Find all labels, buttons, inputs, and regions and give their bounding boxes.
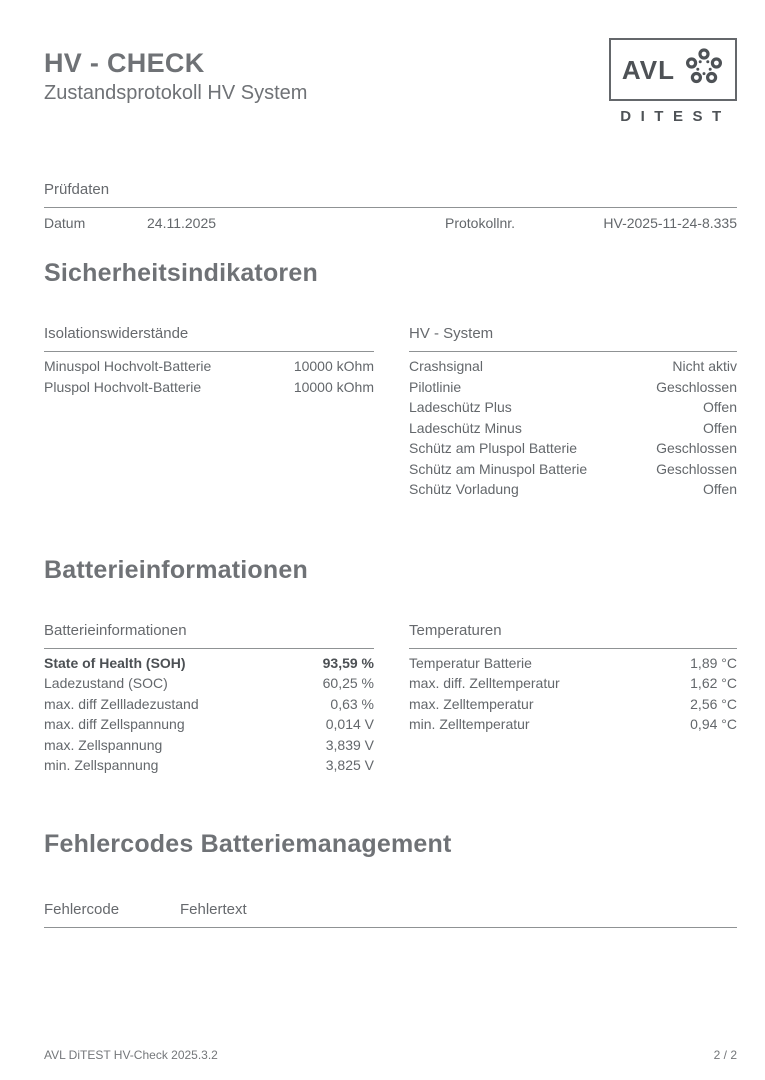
datum-value: 24.11.2025 xyxy=(147,215,217,231)
hv-system-rows xyxy=(409,352,737,500)
row-value: 1,89 °C xyxy=(690,654,737,671)
table-row xyxy=(409,418,737,439)
datum-label: Datum xyxy=(44,215,86,231)
title-block xyxy=(44,44,307,105)
section-heading-sicherheitsindikatoren: Sicherheitsindikatoren xyxy=(44,259,318,287)
row-label: Pilotlinie xyxy=(409,378,462,395)
table-row xyxy=(44,735,374,756)
protokollnr-label: Protokollnr. xyxy=(445,215,516,231)
section-heading-fehlercodes: Fehlercodes Batteriemanagement xyxy=(44,829,452,858)
row-value: 10000 kOhm xyxy=(293,378,374,395)
protokollnr-value: HV-2025-11-24-8.335 xyxy=(603,215,737,231)
page-footer xyxy=(44,1048,737,1062)
footer-page-number: 2 / 2 xyxy=(713,1048,737,1062)
row-value: 1,62 °C xyxy=(690,675,737,691)
table-row xyxy=(409,653,737,674)
table-row xyxy=(409,694,737,715)
logo-box xyxy=(609,38,737,101)
row-value: 0,63 % xyxy=(330,695,374,712)
row-label: Ladeschütz Plus xyxy=(409,399,512,415)
table-row xyxy=(409,397,737,418)
batterieinformationen-label: Batterieinformationen xyxy=(44,622,374,649)
row-value: Offen xyxy=(703,481,737,497)
avl-ditest-logo xyxy=(609,38,737,125)
row-value: Offen xyxy=(703,419,737,436)
row-value: 3,839 V xyxy=(325,736,374,753)
row-label: Pluspol Hochvolt-Batterie xyxy=(44,378,202,395)
pinwheel-screws-icon xyxy=(684,47,724,92)
isolationswiderstaende-table xyxy=(44,325,374,397)
column-header-fehlercode: Fehlercode xyxy=(44,900,120,918)
hv-system-label: HV - System xyxy=(409,325,737,352)
row-label: Ladeschütz Minus xyxy=(409,419,522,436)
row-value: 0,014 V xyxy=(325,716,374,732)
row-label: Ladezustand (SOC) xyxy=(44,675,168,691)
page-title: HV - CHECK xyxy=(44,48,205,78)
row-value: Geschlossen xyxy=(656,460,737,477)
table-row xyxy=(409,356,737,377)
table-row xyxy=(44,694,374,715)
row-value: 3,825 V xyxy=(325,757,374,773)
row-value: Offen xyxy=(703,399,737,415)
row-label: Minuspol Hochvolt-Batterie xyxy=(44,358,212,374)
header xyxy=(44,44,737,125)
row-label: max. diff Zellladezustand xyxy=(44,695,199,712)
row-label: Schütz am Minuspol Batterie xyxy=(409,460,588,477)
row-label: min. Zelltemperatur xyxy=(409,716,530,732)
section-heading-batterieinformationen: Batterieinformationen xyxy=(44,555,308,584)
logo-avl-text: AVL xyxy=(621,54,675,85)
table-row xyxy=(44,755,374,776)
row-value: 93,59 % xyxy=(322,654,374,671)
batterieinformationen-table xyxy=(44,622,374,776)
logo-ditest-text: DITEST xyxy=(620,108,731,125)
row-label: State of Health (SOH) xyxy=(44,654,186,671)
sicherheit-columns xyxy=(44,325,737,500)
row-value: Geschlossen xyxy=(656,378,737,395)
temperaturen-table xyxy=(409,622,737,735)
row-value: 2,56 °C xyxy=(690,695,737,712)
isolationswiderstaende-label: Isolationswiderstände xyxy=(44,325,374,352)
row-label: max. diff Zellspannung xyxy=(44,716,185,732)
row-label: Schütz am Pluspol Batterie xyxy=(409,440,578,456)
row-label: max. Zellspannung xyxy=(44,736,163,753)
page-subtitle: Zustandsprotokoll HV System xyxy=(44,82,308,104)
temperaturen-label: Temperaturen xyxy=(409,622,737,649)
batterieinformationen-rows xyxy=(44,649,374,776)
table-row xyxy=(409,673,737,694)
table-row xyxy=(409,377,737,398)
table-row xyxy=(409,479,737,500)
footer-app-version: AVL DiTEST HV-Check 2025.3.2 xyxy=(44,1048,218,1062)
table-row xyxy=(409,438,737,459)
row-label: Temperatur Batterie xyxy=(409,654,532,671)
hv-system-table xyxy=(409,325,737,500)
temperaturen-rows xyxy=(409,649,737,735)
row-value: 0,94 °C xyxy=(690,716,737,732)
row-value: 60,25 % xyxy=(322,675,374,691)
row-label: Schütz Vorladung xyxy=(409,481,519,497)
table-row xyxy=(44,208,737,231)
table-row xyxy=(44,714,374,735)
row-label: max. diff. Zelltemperatur xyxy=(409,675,560,691)
table-row xyxy=(44,673,374,694)
table-row xyxy=(44,356,374,377)
table-row xyxy=(44,377,374,398)
row-label: Crashsignal xyxy=(409,358,483,374)
table-row-soh xyxy=(44,653,374,674)
row-value: 10000 kOhm xyxy=(293,358,374,374)
pruefdaten-label: Prüfdaten xyxy=(44,181,737,208)
isolationswiderstaende-rows xyxy=(44,352,374,397)
row-label: min. Zellspannung xyxy=(44,757,159,773)
row-value: Nicht aktiv xyxy=(672,358,737,374)
batterie-columns xyxy=(44,622,737,776)
column-header-fehlertext: Fehlertext xyxy=(180,900,247,918)
pruefdaten-section xyxy=(44,181,737,231)
table-row xyxy=(409,459,737,480)
fehlercodes-table-header xyxy=(44,901,737,928)
table-row xyxy=(409,714,737,735)
row-value: Geschlossen xyxy=(656,440,737,456)
row-label: max. Zelltemperatur xyxy=(409,695,534,712)
